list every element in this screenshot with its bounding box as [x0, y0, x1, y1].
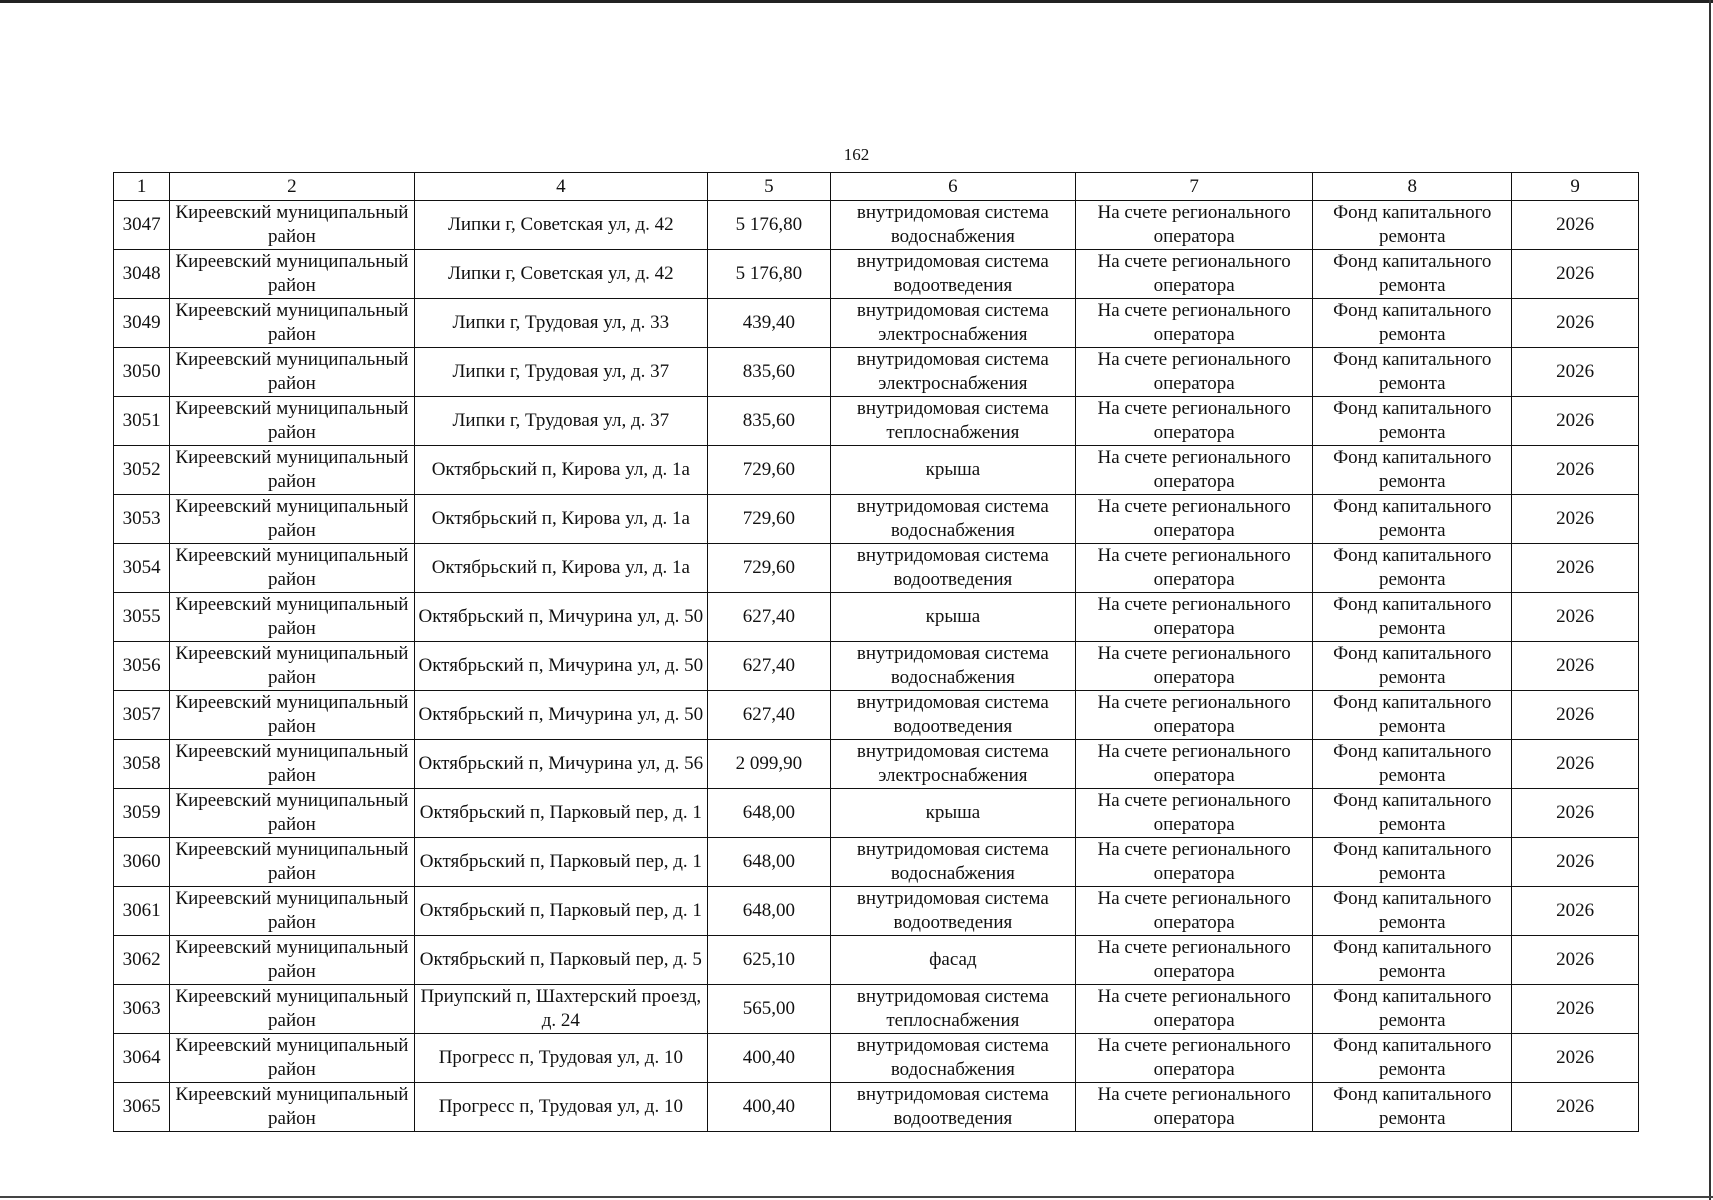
funding-source-cell: Фонд капитального ремонта: [1313, 593, 1512, 642]
work-type-cell: внутридомовая система водоснабжения: [830, 838, 1075, 887]
funding-source-cell: Фонд капитального ремонта: [1313, 838, 1512, 887]
row-number-cell: 3061: [114, 887, 170, 936]
funding-source-cell: Фонд капитального ремонта: [1313, 544, 1512, 593]
row-number-cell: 3060: [114, 838, 170, 887]
funding-source-cell: Фонд капитального ремонта: [1313, 495, 1512, 544]
column-header: 9: [1512, 173, 1639, 201]
funding-source-cell: Фонд капитального ремонта: [1313, 348, 1512, 397]
column-header: 8: [1313, 173, 1512, 201]
funding-source-cell: Фонд капитального ремонта: [1313, 789, 1512, 838]
fund-method-cell: На счете регионального оператора: [1076, 593, 1313, 642]
district-cell: Киреевский муниципальный район: [170, 985, 414, 1034]
table-row: [114, 544, 1639, 593]
district-cell: Киреевский муниципальный район: [170, 250, 414, 299]
fund-method-cell: На счете регионального оператора: [1076, 250, 1313, 299]
fund-method-cell: На счете регионального оператора: [1076, 789, 1313, 838]
fund-method-cell: На счете регионального оператора: [1076, 740, 1313, 789]
table-row: [114, 642, 1639, 691]
year-cell: 2026: [1512, 593, 1639, 642]
district-cell: Киреевский муниципальный район: [170, 299, 414, 348]
district-cell: Киреевский муниципальный район: [170, 348, 414, 397]
address-cell: Прогресс п, Трудовая ул, д. 10: [414, 1034, 708, 1083]
area-cell: 627,40: [708, 593, 831, 642]
year-cell: 2026: [1512, 544, 1639, 593]
address-cell: Липки г, Трудовая ул, д. 37: [414, 348, 708, 397]
year-cell: 2026: [1512, 936, 1639, 985]
register-table: [113, 172, 1639, 1132]
column-header: 7: [1076, 173, 1313, 201]
district-cell: Киреевский муниципальный район: [170, 691, 414, 740]
table-row: [114, 201, 1639, 250]
address-cell: Октябрьский п, Кирова ул, д. 1а: [414, 446, 708, 495]
row-number-cell: 3055: [114, 593, 170, 642]
fund-method-cell: На счете регионального оператора: [1076, 348, 1313, 397]
funding-source-cell: Фонд капитального ремонта: [1313, 446, 1512, 495]
funding-source-cell: Фонд капитального ремонта: [1313, 691, 1512, 740]
table-row: [114, 446, 1639, 495]
funding-source-cell: Фонд капитального ремонта: [1313, 299, 1512, 348]
work-type-cell: фасад: [830, 936, 1075, 985]
work-type-cell: внутридомовая система водоотведения: [830, 887, 1075, 936]
year-cell: 2026: [1512, 1083, 1639, 1132]
column-header: 2: [170, 173, 414, 201]
work-type-cell: внутридомовая система электроснабжения: [830, 299, 1075, 348]
row-number-cell: 3048: [114, 250, 170, 299]
column-header: 6: [830, 173, 1075, 201]
district-cell: Киреевский муниципальный район: [170, 544, 414, 593]
header-row: [114, 173, 1639, 201]
table-row: [114, 838, 1639, 887]
year-cell: 2026: [1512, 691, 1639, 740]
area-cell: 439,40: [708, 299, 831, 348]
district-cell: Киреевский муниципальный район: [170, 495, 414, 544]
district-cell: Киреевский муниципальный район: [170, 887, 414, 936]
address-cell: Прогресс п, Трудовая ул, д. 10: [414, 1083, 708, 1132]
area-cell: 648,00: [708, 789, 831, 838]
row-number-cell: 3047: [114, 201, 170, 250]
funding-source-cell: Фонд капитального ремонта: [1313, 201, 1512, 250]
year-cell: 2026: [1512, 397, 1639, 446]
work-type-cell: внутридомовая система водоотведения: [830, 1083, 1075, 1132]
area-cell: 565,00: [708, 985, 831, 1034]
address-cell: Липки г, Советская ул, д. 42: [414, 250, 708, 299]
district-cell: Киреевский муниципальный район: [170, 740, 414, 789]
row-number-cell: 3058: [114, 740, 170, 789]
work-type-cell: внутридомовая система водоснабжения: [830, 1034, 1075, 1083]
work-type-cell: внутридомовая система электроснабжения: [830, 740, 1075, 789]
fund-method-cell: На счете регионального оператора: [1076, 691, 1313, 740]
fund-method-cell: На счете регионального оператора: [1076, 985, 1313, 1034]
address-cell: Октябрьский п, Мичурина ул, д. 50: [414, 642, 708, 691]
column-header: 4: [414, 173, 708, 201]
district-cell: Киреевский муниципальный район: [170, 201, 414, 250]
funding-source-cell: Фонд капитального ремонта: [1313, 1034, 1512, 1083]
work-type-cell: внутридомовая система теплоснабжения: [830, 985, 1075, 1034]
fund-method-cell: На счете регионального оператора: [1076, 397, 1313, 446]
funding-source-cell: Фонд капитального ремонта: [1313, 1083, 1512, 1132]
address-cell: Октябрьский п, Парковый пер, д. 1: [414, 887, 708, 936]
fund-method-cell: На счете регионального оператора: [1076, 299, 1313, 348]
row-number-cell: 3049: [114, 299, 170, 348]
address-cell: Октябрьский п, Мичурина ул, д. 50: [414, 593, 708, 642]
funding-source-cell: Фонд капитального ремонта: [1313, 740, 1512, 789]
funding-source-cell: Фонд капитального ремонта: [1313, 936, 1512, 985]
work-type-cell: внутридомовая система электроснабжения: [830, 348, 1075, 397]
area-cell: 627,40: [708, 642, 831, 691]
year-cell: 2026: [1512, 838, 1639, 887]
table-body: [114, 201, 1639, 1132]
row-number-cell: 3064: [114, 1034, 170, 1083]
funding-source-cell: Фонд капитального ремонта: [1313, 642, 1512, 691]
work-type-cell: внутридомовая система водоотведения: [830, 691, 1075, 740]
year-cell: 2026: [1512, 740, 1639, 789]
fund-method-cell: На счете регионального оператора: [1076, 1083, 1313, 1132]
work-type-cell: внутридомовая система водоотведения: [830, 250, 1075, 299]
fund-method-cell: На счете регионального оператора: [1076, 838, 1313, 887]
address-cell: Октябрьский п, Парковый пер, д. 1: [414, 789, 708, 838]
district-cell: Киреевский муниципальный район: [170, 789, 414, 838]
fund-method-cell: На счете регионального оператора: [1076, 642, 1313, 691]
row-number-cell: 3065: [114, 1083, 170, 1132]
work-type-cell: внутридомовая система теплоснабжения: [830, 397, 1075, 446]
work-type-cell: внутридомовая система водоотведения: [830, 544, 1075, 593]
area-cell: 5 176,80: [708, 201, 831, 250]
row-number-cell: 3053: [114, 495, 170, 544]
address-cell: Липки г, Советская ул, д. 42: [414, 201, 708, 250]
district-cell: Киреевский муниципальный район: [170, 1034, 414, 1083]
area-cell: 835,60: [708, 397, 831, 446]
district-cell: Киреевский муниципальный район: [170, 397, 414, 446]
area-cell: 5 176,80: [708, 250, 831, 299]
work-type-cell: внутридомовая система водоснабжения: [830, 495, 1075, 544]
table-row: [114, 299, 1639, 348]
address-cell: Октябрьский п, Кирова ул, д. 1а: [414, 544, 708, 593]
fund-method-cell: На счете регионального оператора: [1076, 936, 1313, 985]
year-cell: 2026: [1512, 348, 1639, 397]
table-row: [114, 593, 1639, 642]
work-type-cell: крыша: [830, 789, 1075, 838]
address-cell: Липки г, Трудовая ул, д. 37: [414, 397, 708, 446]
area-cell: 625,10: [708, 936, 831, 985]
area-cell: 2 099,90: [708, 740, 831, 789]
work-type-cell: внутридомовая система водоснабжения: [830, 642, 1075, 691]
year-cell: 2026: [1512, 446, 1639, 495]
page-top-border: [0, 0, 1713, 3]
table-row: [114, 397, 1639, 446]
year-cell: 2026: [1512, 887, 1639, 936]
work-type-cell: крыша: [830, 446, 1075, 495]
address-cell: Октябрьский п, Парковый пер, д. 1: [414, 838, 708, 887]
fund-method-cell: На счете регионального оператора: [1076, 446, 1313, 495]
table-row: [114, 691, 1639, 740]
area-cell: 729,60: [708, 544, 831, 593]
row-number-cell: 3063: [114, 985, 170, 1034]
district-cell: Киреевский муниципальный район: [170, 642, 414, 691]
address-cell: Октябрьский п, Мичурина ул, д. 50: [414, 691, 708, 740]
year-cell: 2026: [1512, 250, 1639, 299]
fund-method-cell: На счете регионального оператора: [1076, 1034, 1313, 1083]
table-row: [114, 250, 1639, 299]
address-cell: Приупский п, Шахтерский проезд, д. 24: [414, 985, 708, 1034]
row-number-cell: 3051: [114, 397, 170, 446]
row-number-cell: 3054: [114, 544, 170, 593]
year-cell: 2026: [1512, 642, 1639, 691]
area-cell: 729,60: [708, 446, 831, 495]
table-row: [114, 985, 1639, 1034]
row-number-cell: 3057: [114, 691, 170, 740]
work-type-cell: внутридомовая система водоснабжения: [830, 201, 1075, 250]
row-number-cell: 3062: [114, 936, 170, 985]
year-cell: 2026: [1512, 495, 1639, 544]
address-cell: Липки г, Трудовая ул, д. 33: [414, 299, 708, 348]
work-type-cell: крыша: [830, 593, 1075, 642]
address-cell: Октябрьский п, Кирова ул, д. 1а: [414, 495, 708, 544]
table-row: [114, 348, 1639, 397]
page-number: 162: [843, 145, 870, 164]
address-cell: Октябрьский п, Мичурина ул, д. 56: [414, 740, 708, 789]
fund-method-cell: На счете регионального оператора: [1076, 544, 1313, 593]
table-row: [114, 495, 1639, 544]
table-row: [114, 887, 1639, 936]
fund-method-cell: На счете регионального оператора: [1076, 495, 1313, 544]
table-row: [114, 740, 1639, 789]
area-cell: 729,60: [708, 495, 831, 544]
fund-method-cell: На счете регионального оператора: [1076, 201, 1313, 250]
row-number-cell: 3050: [114, 348, 170, 397]
area-cell: 835,60: [708, 348, 831, 397]
row-number-cell: 3059: [114, 789, 170, 838]
funding-source-cell: Фонд капитального ремонта: [1313, 397, 1512, 446]
column-header: 5: [708, 173, 831, 201]
table-row: [114, 789, 1639, 838]
district-cell: Киреевский муниципальный район: [170, 1083, 414, 1132]
area-cell: 627,40: [708, 691, 831, 740]
district-cell: Киреевский муниципальный район: [170, 936, 414, 985]
year-cell: 2026: [1512, 299, 1639, 348]
row-number-cell: 3052: [114, 446, 170, 495]
table-row: [114, 1034, 1639, 1083]
address-cell: Октябрьский п, Парковый пер, д. 5: [414, 936, 708, 985]
page-right-border: [1709, 0, 1711, 1200]
table-row: [114, 1083, 1639, 1132]
year-cell: 2026: [1512, 1034, 1639, 1083]
year-cell: 2026: [1512, 789, 1639, 838]
funding-source-cell: Фонд капитального ремонта: [1313, 250, 1512, 299]
year-cell: 2026: [1512, 985, 1639, 1034]
row-number-cell: 3056: [114, 642, 170, 691]
fund-method-cell: На счете регионального оператора: [1076, 887, 1313, 936]
column-header: 1: [114, 173, 170, 201]
area-cell: 400,40: [708, 1083, 831, 1132]
page-bottom-rule: [0, 1196, 1713, 1198]
district-cell: Киреевский муниципальный район: [170, 838, 414, 887]
year-cell: 2026: [1512, 201, 1639, 250]
district-cell: Киреевский муниципальный район: [170, 593, 414, 642]
district-cell: Киреевский муниципальный район: [170, 446, 414, 495]
table-row: [114, 936, 1639, 985]
funding-source-cell: Фонд капитального ремонта: [1313, 887, 1512, 936]
funding-source-cell: Фонд капитального ремонта: [1313, 985, 1512, 1034]
area-cell: 648,00: [708, 887, 831, 936]
area-cell: 400,40: [708, 1034, 831, 1083]
area-cell: 648,00: [708, 838, 831, 887]
